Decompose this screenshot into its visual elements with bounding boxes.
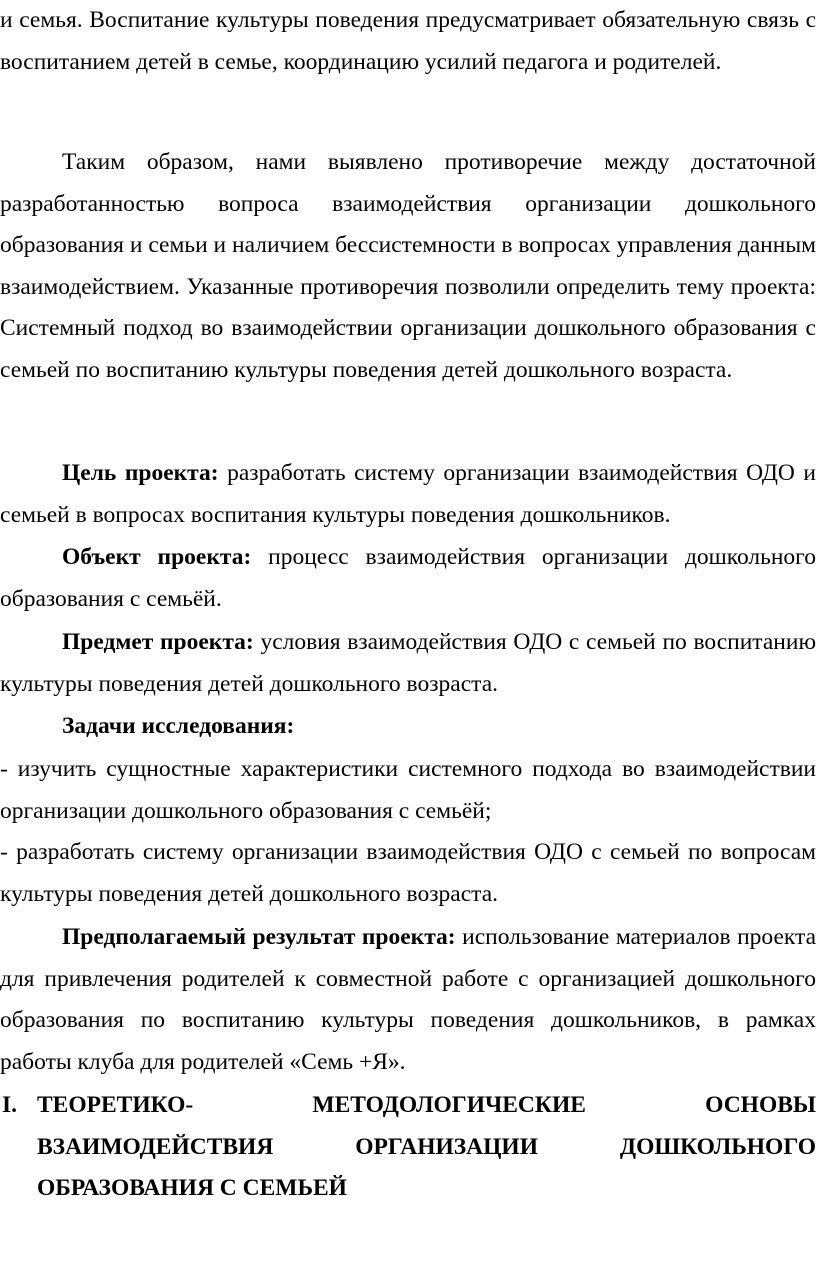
heading-word: ТЕОРЕТИКО- bbox=[37, 1092, 194, 1118]
goal-label: Цель проекта: bbox=[62, 460, 219, 486]
object-label: Объект проекта: bbox=[62, 544, 252, 570]
subject-text: условия взаимодействия ОДО с семьей по воспитанию культуры поведения детей дошкольного возраста. bbox=[0, 629, 816, 697]
section-number: I. bbox=[2, 1092, 18, 1118]
heading-line-2 bbox=[37, 1127, 816, 1169]
result-label: Предполагаемый результат проекта: bbox=[62, 924, 456, 950]
subject-label: Предмет проекта: bbox=[62, 629, 254, 655]
paragraph-intro-continuation: и семья. Воспитание культуры поведения предусматривает обязательную связь с воспитанием детей в семье, координацию усилий педагога и родителей. bbox=[0, 7, 816, 75]
result-text: использование материалов проекта для привлечения родителей к совместной работе с организацией дошкольного образования по воспитанию культуры поведения дошкольников, в рамках работы клуба для родителей «Семь +Я». bbox=[0, 924, 816, 1075]
paragraph-contradiction: Таким образом, нами выявлено противоречие между достаточной разработанностью вопроса взаимодействия организации дошкольного образования и семьи и наличием бессистемности в вопросах управления данным взаимодействием. Указанные противоречия позволили определить тему проекта: Системный подход во взаимодействии организации дошкольного образования с семьей по воспитанию культуры поведения детей дошкольного возраста. bbox=[0, 149, 816, 383]
object-text: процесс взаимодействия организации дошкольного образования с семьёй. bbox=[0, 544, 816, 612]
section-heading bbox=[0, 1085, 816, 1210]
paragraph-project-goal bbox=[0, 453, 816, 536]
paragraph-project-object bbox=[0, 537, 816, 620]
heading-word: ВЗАИМОДЕЙСТВИЯ bbox=[37, 1133, 274, 1160]
paragraph-project-subject bbox=[0, 622, 816, 705]
heading-word: ОСНОВЫ bbox=[705, 1092, 816, 1118]
task-item-1: - изучить сущностные характеристики системного подхода во взаимодействии организации дошкольного образования с семьёй; bbox=[0, 756, 816, 824]
goal-text: разработать систему организации взаимодействия ОДО и семьей в вопросах воспитания культуры поведения дошкольников. bbox=[0, 460, 816, 528]
heading-line-3: ОБРАЗОВАНИЯ С СЕМЬЕЙ bbox=[37, 1175, 347, 1201]
heading-word: МЕТОДОЛОГИЧЕСКИЕ bbox=[312, 1092, 586, 1118]
task-item-2: - разработать систему организации взаимодействия ОДО с семьей по вопросам культуры поведения детей дошкольного возраста. bbox=[0, 839, 816, 907]
heading-word: ДОШКОЛЬНОГО bbox=[619, 1133, 816, 1160]
heading-word: ОРГАНИЗАЦИИ bbox=[355, 1133, 538, 1160]
tasks-heading: Задачи исследования: bbox=[62, 713, 295, 739]
heading-line-1 bbox=[37, 1085, 816, 1127]
paragraph-expected-result bbox=[0, 917, 816, 1083]
